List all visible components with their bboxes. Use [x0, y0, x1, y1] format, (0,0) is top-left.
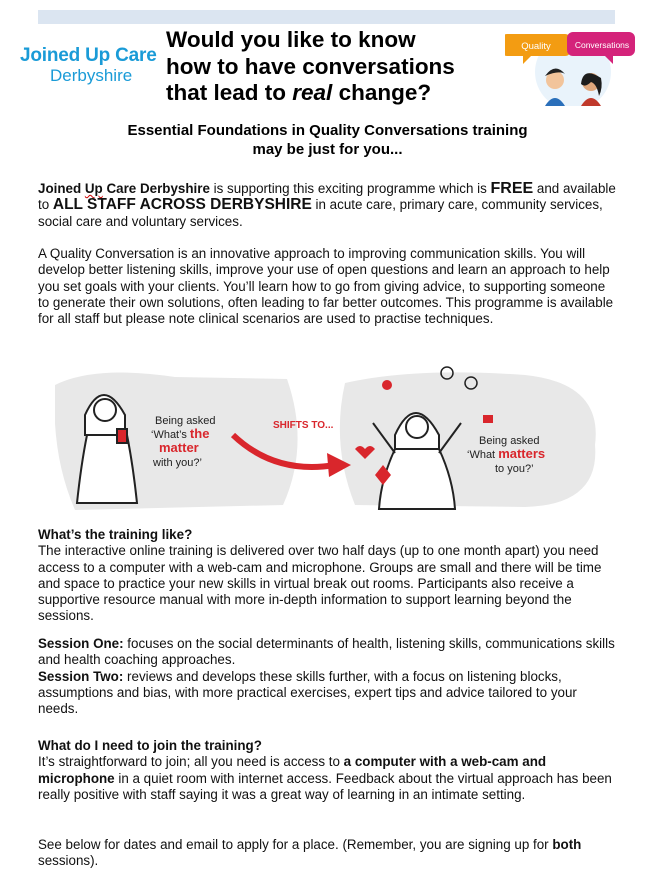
training-section — [38, 527, 618, 625]
training-body: The interactive online training is delivered over two half days (up to one month apart) you need access to a computer with a web-cam and microphone. Groups are small and there will be time and space to practice your new skills in virtual break out rooms. Participants also receive a supportive resource manual with more in-depth information to support learning beyond the sessions. — [38, 543, 602, 624]
subtitle-line-1: Essential Foundations in Quality Conversations training — [127, 122, 528, 139]
intro-all-staff: ALL STAFF ACROSS DERBYSHIRE — [52, 196, 312, 214]
left-caption-matter: matter — [159, 440, 199, 455]
dates-paragraph — [38, 837, 618, 870]
join-text-1: It’s straightforward to join; all you need is access to — [38, 754, 344, 770]
right-panel-background — [340, 372, 596, 507]
intro-text-2: and available to — [38, 181, 616, 213]
page-headline — [166, 27, 496, 107]
left-caption-line-2 — [151, 426, 209, 441]
join-heading: What do I need to join the training? — [38, 738, 262, 753]
left-caption-line-1: Being asked — [155, 415, 216, 427]
session-two-label: Session Two: — [38, 668, 124, 684]
quality-conversation-paragraph: A Quality Conversation is an innovative approach to improving communication skills. You will develop better listening skills, improve your use of open questions and learn an approach to help you set goals with your clients. You’ll learn how to go from giving advice, to supporting someone to generate their own solutions, often leading to far better outcomes. This programme is available for all staff but please note clinical scenarios are used to practise techniques. — [38, 246, 614, 327]
organisation-logo — [20, 46, 157, 86]
subtitle-line-2: may be just for you... — [252, 141, 403, 158]
logo-line-2: Derbyshire — [50, 66, 133, 85]
headline-line-2: how to have conversations — [166, 53, 455, 79]
header-band — [38, 10, 615, 24]
training-heading: What’s the training like? — [38, 527, 193, 542]
intro-text-3: in acute care, primary care, community services, social care and voluntary services. — [38, 197, 603, 229]
right-caption-what: ‘What — [467, 449, 499, 461]
right-caption-to-you: to you?’ — [495, 463, 534, 475]
join-section — [38, 738, 618, 803]
intro-org-part-3: Care Derbyshire — [102, 181, 210, 196]
headline-line-3-post: change? — [332, 80, 432, 105]
shifts-to-label: SHIFTS TO... — [273, 420, 334, 431]
intro-org-part-2: Up — [84, 181, 103, 196]
right-caption-line-2 — [467, 446, 545, 461]
house-icon — [483, 415, 493, 423]
conversations-bubble-label: Conversations — [574, 40, 630, 50]
right-caption-matters: matters — [498, 446, 546, 461]
dates-text-2: sessions). — [38, 853, 99, 869]
headline-line-3 — [166, 80, 496, 107]
intro-organisation — [38, 181, 210, 196]
dates-text-1: See below for dates and email to apply for a place. (Remember, you are signing up for — [38, 837, 553, 852]
left-caption-with-you: with you?’ — [153, 457, 202, 469]
subtitle — [70, 121, 585, 159]
intro-paragraph — [38, 181, 618, 230]
dates-both: both — [552, 837, 582, 852]
logo-line-1: Joined Up Care — [20, 45, 157, 66]
intro-free: FREE — [490, 180, 534, 197]
join-requirement: a computer with a web-cam and microphone — [38, 754, 547, 786]
quality-conversations-badge — [505, 28, 635, 106]
session-one-label: Session One: — [38, 636, 124, 651]
intro-text-1: is supporting this exciting programme which is — [209, 181, 491, 196]
session-one — [38, 636, 618, 669]
left-caption-whats: ‘What’s — [151, 429, 190, 441]
shift-illustration — [55, 365, 600, 515]
sessions-section — [38, 636, 618, 717]
headline-line-1: Would you like to know — [166, 27, 416, 52]
item-icon — [382, 380, 392, 390]
session-two — [38, 669, 618, 718]
join-text-2: in a quiet room with internet access. Feedback about the virtual approach has been really positive with staff saying it was a great way of learning in an intimate setting. — [38, 770, 612, 802]
session-two-text: reviews and develops these skills further, with a focus on listening blocks, assumptions and bias, with more practical exercises, expert tips and advice tailored to your needs. — [38, 668, 577, 717]
join-body — [38, 754, 618, 803]
quality-bubble-label: Quality — [521, 41, 551, 52]
intro-org-part-1: Joined — [38, 181, 85, 196]
headline-emphasis: real — [292, 80, 333, 105]
headline-line-3-pre: that lead to — [166, 80, 293, 105]
right-caption-line-1: Being asked — [479, 435, 540, 447]
left-caption-the: the — [189, 426, 210, 441]
session-one-text: focuses on the social determinants of health, listening skills, communications skills and health coaching approaches. — [38, 636, 615, 668]
